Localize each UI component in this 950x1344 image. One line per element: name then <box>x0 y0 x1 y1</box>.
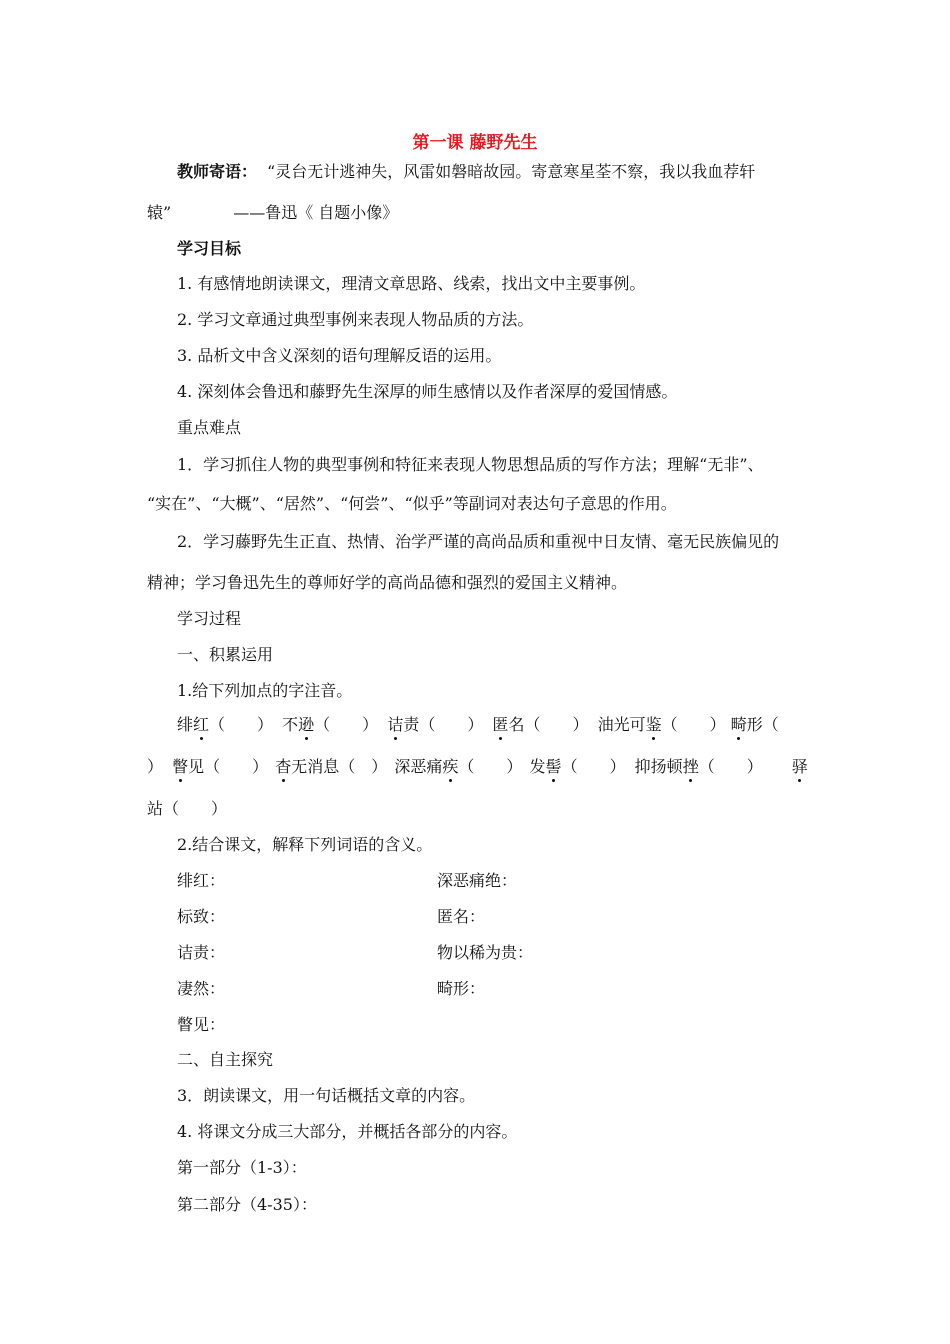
word-text: 抑扬顿 <box>634 757 683 776</box>
answer-blank: （ ） <box>458 757 523 776</box>
goal-item: 1. 有感情地朗读课文，理清文章思路、线索，找出文中主要事例。 <box>177 274 646 293</box>
dotted-char: 逊 <box>298 715 315 734</box>
dotted-char: 杳 <box>275 757 292 776</box>
part-1-label: 第一部分（1-3）： <box>177 1158 307 1177</box>
answer-blank: （ ） <box>163 799 228 818</box>
answer-blank: （ ） <box>339 757 388 776</box>
answer-blank: （ ） <box>524 715 589 734</box>
vocab-item: 匿名： <box>437 907 486 926</box>
keypoint-1-line-1: 1．学习抓住人物的典型事例和特征来表现人物思想品质的写作方法；理解“无非”、 <box>177 455 764 474</box>
part-2-label: 第二部分（4-35）： <box>177 1195 317 1214</box>
teacher-quote-line-2 <box>147 203 398 223</box>
word-text: 名 <box>508 715 525 734</box>
word-text: 无消息 <box>291 757 340 776</box>
pinyin-row-1 <box>177 715 779 735</box>
vocab-item: 凄然： <box>177 979 226 998</box>
vocab-item: 标致： <box>177 907 226 926</box>
goal-item: 3. 品析文中含义深刻的语句理解反语的运用。 <box>177 346 502 365</box>
answer-blank: （ ） <box>209 715 274 734</box>
word-text: 油光可 <box>597 715 646 734</box>
answer-blank: （ <box>762 715 779 734</box>
question-4: 4. 将课文分成三大部分，并概括各部分的内容。 <box>177 1122 518 1141</box>
vocab-item: 诘责： <box>177 943 226 962</box>
goal-item: 4. 深刻体会鲁迅和藤野先生深厚的师生感情以及作者深厚的爱国情感。 <box>177 382 678 401</box>
answer-blank: （ ） <box>561 757 626 776</box>
vocab-item: 物以稀为贵： <box>437 943 534 962</box>
answer-blank: （ ） <box>661 715 726 734</box>
dotted-char: 匿 <box>492 715 509 734</box>
quote-label: 教师寄语： <box>177 162 258 181</box>
answer-blank: ） <box>147 757 164 776</box>
keypoint-1-line-2: “实在”、“大概”、“居然”、“何尝”、“似乎”等副词对表达句子意思的作用。 <box>147 494 677 513</box>
keypoint-2-line-1: 2．学习藤野先生正直、热情、治学严谨的高尚品质和重视中日友情、毫无民族偏见的 <box>177 532 780 551</box>
teacher-quote-line-1 <box>177 162 755 182</box>
word-text: 发 <box>529 757 546 776</box>
section-1-heading: 一、积累运用 <box>177 645 274 664</box>
vocab-item: 绯红： <box>177 871 226 890</box>
quote-source: ——鲁迅《 自题小像》 <box>233 203 399 222</box>
dotted-char: 疾 <box>442 757 459 776</box>
pinyin-row-3 <box>147 799 227 819</box>
question-1: 1.给下列加点的字注音。 <box>177 681 353 700</box>
page-title: 第一课 藤野先生 <box>412 133 538 153</box>
vocab-item: 深恶痛绝： <box>437 871 518 890</box>
quote-text-1: “灵台无计逃神失，风雷如磐暗故园。寄意寒星荃不察，我以我血荐轩 <box>267 162 756 181</box>
process-heading: 学习过程 <box>177 609 242 628</box>
dotted-char: 红 <box>193 715 210 734</box>
dotted-char: 髻 <box>545 757 562 776</box>
word-text: 不 <box>282 715 299 734</box>
pinyin-row-2 <box>147 757 808 777</box>
word-text: 站 <box>147 799 164 818</box>
word-text: 形 <box>746 715 763 734</box>
vocab-item: 畸形： <box>437 979 486 998</box>
answer-blank: （ ） <box>204 757 269 776</box>
question-2: 2.结合课文，解释下列词语的含义。 <box>177 835 433 854</box>
word-text: 绯 <box>177 715 194 734</box>
answer-blank: （ ） <box>419 715 484 734</box>
section-2-heading: 二、自主探究 <box>177 1050 274 1069</box>
dotted-char: 挫 <box>682 757 699 776</box>
goal-item: 2. 学习文章通过典型事例来表现人物品质的方法。 <box>177 310 534 329</box>
dotted-char: 畸 <box>730 715 747 734</box>
dotted-char: 瞥 <box>172 757 189 776</box>
word-text: 见 <box>188 757 205 776</box>
dotted-char: 鉴 <box>645 715 662 734</box>
keypoints-heading: 重点难点 <box>177 418 242 437</box>
word-text: 责 <box>403 715 420 734</box>
question-3: 3．朗读课文，用一句话概括文章的内容。 <box>177 1086 476 1105</box>
dotted-char: 诘 <box>387 715 404 734</box>
goals-heading: 学习目标 <box>177 239 242 258</box>
answer-blank: （ ） <box>698 757 763 776</box>
dotted-char: 驿 <box>791 757 808 776</box>
word-text: 深恶痛 <box>394 757 443 776</box>
answer-blank: （ ） <box>314 715 379 734</box>
keypoint-2-line-2: 精神；学习鲁迅先生的尊师好学的高尚品德和强烈的爱国主义精神。 <box>147 573 628 592</box>
vocab-item: 瞥见： <box>177 1015 226 1034</box>
quote-text-2: 辕” <box>147 203 172 222</box>
